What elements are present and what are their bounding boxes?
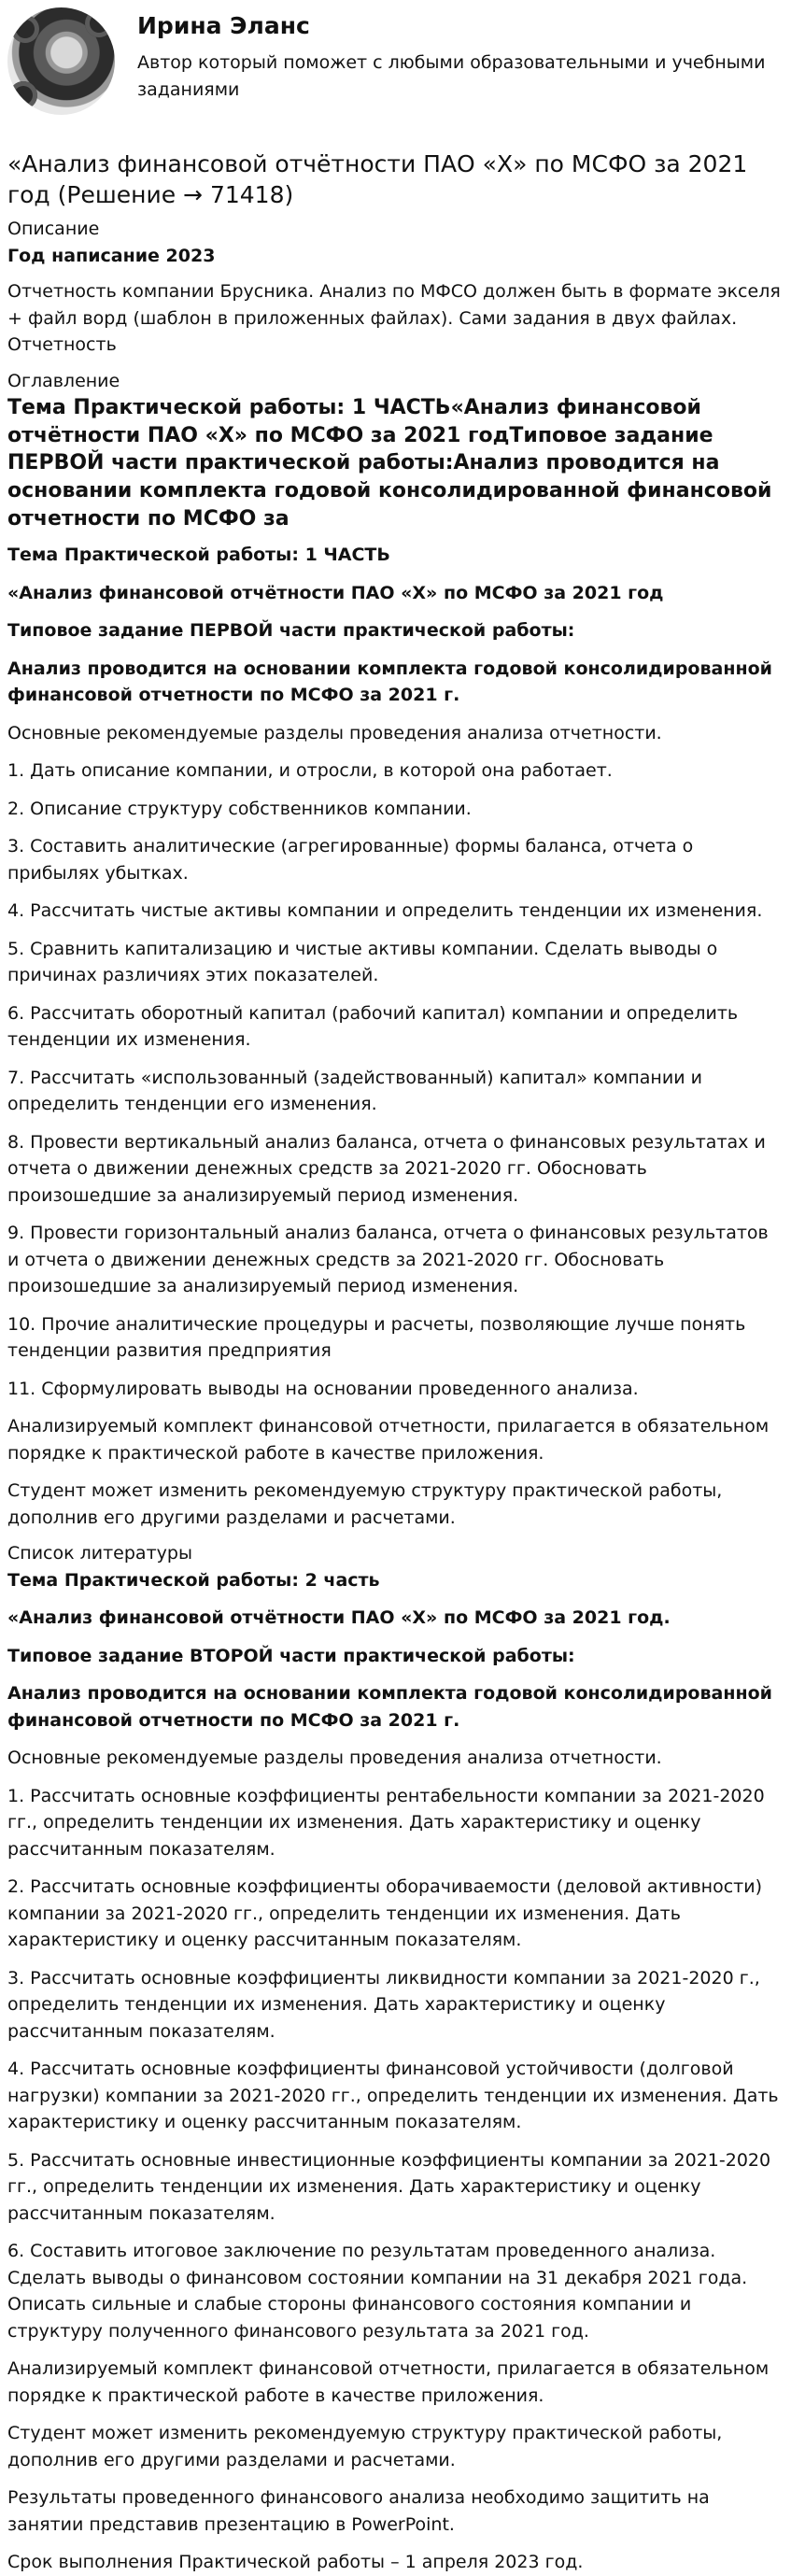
list-item: 4. Рассчитать основные коэффициенты финансовой устойчивости (долговой нагрузки) компании за 2021-2020 гг., определить тенденции их изменения. Дать характеристику и оценку рассчитанным показателям. [7, 2059, 779, 2133]
part2-deadline: Срок выполнения Практической работы – 1 апреля 2023 год. [7, 2552, 584, 2573]
list-item: 2. Описание структуру собственников компании. [7, 798, 472, 819]
part2-task-title: Типовое задание ВТОРОЙ части практической работы: [7, 1645, 575, 1666]
author-info [137, 7, 784, 103]
description-text: Отчетность компании Брусника. Анализ по МФСО должен быть в формате экселя + файл ворд (шаблон в приложенных файлах). Сами задания в двух файлах. [7, 281, 781, 329]
contents-label: Оглавление [7, 370, 120, 391]
part1-attachment-note: Анализируемый комплект финансовой отчетности, прилагается в обязательном порядке к практической работе в качестве приложения. [7, 1416, 770, 1464]
list-item: 11. Сформулировать выводы на основании проведенного анализа. [7, 1378, 639, 1399]
list-item: 7. Рассчитать «использованный (задействованный) капитал» компании и определить тенденции его изменения. [7, 1067, 702, 1115]
list-item: 5. Рассчитать основные инвестиционные коэффициенты компании за 2021-2020 гг., определить тенденции их изменения. Дать характеристику и оценку рассчитанным показателям. [7, 2149, 771, 2224]
list-item: 6. Составить итоговое заключение по результатам проведенного анализа. Сделать выводы о финансовом состоянии компании на 31 декабря 2021 года. Описать сильные и слабые стороны финансового состояния компании и структуру полученного финансового результата за 2021 год. [7, 2241, 748, 2342]
list-item: 6. Рассчитать оборотный капитал (рабочий капитал) компании и определить тенденции их изменения. [7, 1002, 739, 1051]
list-item: 1. Дать описание компании, и отросли, в которой она работает. [7, 760, 613, 782]
work-title: «Анализ финансовой отчётности ПАО «Х» по МСФО за 2021 год (Решение → 71418) [7, 150, 748, 208]
author-avatar[interactable] [7, 7, 115, 115]
list-item: 8. Провести вертикальный анализ баланса, отчета о финансовых результатах и отчета о движении денежных средств за 2021-2020 гг. Обосновать произошедшие за анализируемый период изменения. [7, 1131, 766, 1206]
film-reel-icon [9, 81, 37, 109]
description-label: Описание [7, 219, 100, 239]
author-header [7, 7, 784, 127]
part1-basis: Анализ проводится на основании комплекта годовой консолидированной финансовой отчетности по МСФО за 2021 г. [7, 658, 772, 706]
list-item: 10. Прочие аналитические процедуры и расчеты, позволяющие лучше понять тенденции развития предприятия [7, 1313, 746, 1362]
part1-student-note: Студент может изменить рекомендуемую структуру практической работы, дополнив его другими разделами и расчетами. [7, 1480, 723, 1528]
contents-heading: Тема Практической работы: 1 ЧАСТЬ«Анализ финансовой отчётности ПАО «Х» по МСФО за 2021 годТиповое задание ПЕРВОЙ части практической работы:Анализ проводится на основании комплекта годовой консолидированной финансовой отчетности по МСФО за [7, 396, 772, 531]
author-name[interactable]: Ирина Эланс [137, 12, 310, 39]
literature-label: Список литературы [7, 1543, 192, 1564]
part1-sections-intro: Основные рекомендуемые разделы проведения анализа отчетности. [7, 722, 662, 743]
list-item: 2. Рассчитать основные коэффициенты оборачиваемости (деловой активности) компании за 2021-2020 гг., определить тенденции их изменения. Дать характеристику и оценку рассчитанным показателям. [7, 1876, 762, 1951]
list-item: 3. Рассчитать основные коэффициенты ликвидности компании за 2021-2020 г., определить тенденции их изменения. Дать характеристику и оценку рассчитанным показателям. [7, 1967, 760, 2042]
reporting-label: Отчетность [7, 334, 117, 355]
part2-sections-intro: Основные рекомендуемые разделы проведения анализа отчетности. [7, 1748, 662, 1769]
part2-student-note: Студент может изменить рекомендуемую структуру практической работы, дополнив его другими разделами и расчетами. [7, 2423, 723, 2470]
list-item: 5. Сравнить капитализацию и чистые активы компании. Сделать выводы о причинах различиях этих показателей. [7, 938, 718, 986]
list-item: 4. Рассчитать чистые активы компании и определить тенденции их изменения. [7, 900, 763, 922]
year-written: Год написание 2023 [7, 245, 216, 266]
part1-subject: «Анализ финансовой отчётности ПАО «Х» по МСФО за 2021 год [7, 582, 664, 603]
part2-presentation-note: Результаты проведенного финансового анализа необходимо защитить на занятии представив презентацию в PowerPoint. [7, 2487, 710, 2535]
author-description: Автор который поможет с любыми образовательными и учебными заданиями [137, 52, 766, 100]
part2-topic: Тема Практической работы: 2 часть [7, 1569, 380, 1591]
list-item: 9. Провести горизонтальный анализ баланса, отчета о финансовых результатов и отчета о движении денежных средств за 2021-2020 гг. Обосновать произошедшие за анализируемый период изменения. [7, 1223, 769, 1297]
part1-topic: Тема Практической работы: 1 ЧАСТЬ [7, 545, 390, 566]
part2-subject: «Анализ финансовой отчётности ПАО «Х» по МСФО за 2021 год. [7, 1607, 671, 1629]
list-item: 1. Рассчитать основные коэффициенты рентабельности компании за 2021-2020 гг., определить тенденции их изменения. Дать характеристику и оценку рассчитанным показателям. [7, 1785, 765, 1860]
part2-attachment-note: Анализируемый комплект финансовой отчетности, прилагается в обязательном порядке к практической работе в качестве приложения. [7, 2358, 770, 2406]
film-reel-icon [85, 9, 113, 37]
part2-basis: Анализ проводится на основании комплекта годовой консолидированной финансовой отчетности по МСФО за 2021 г. [7, 1683, 772, 1731]
list-item: 3. Составить аналитические (агрегированные) формы баланса, отчета о прибылях убытках. [7, 836, 694, 884]
film-reel-icon [11, 15, 39, 43]
part1-task-title: Типовое задание ПЕРВОЙ части практической работы: [7, 620, 575, 642]
